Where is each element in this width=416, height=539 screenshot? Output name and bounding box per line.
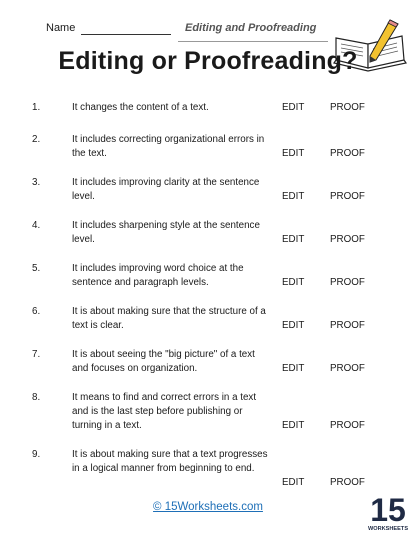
question-item bbox=[0, 448, 416, 494]
question-text: It is about making sure that the structure of a text is clear. bbox=[72, 306, 266, 331]
proof-option[interactable]: PROOF bbox=[330, 420, 365, 431]
question-text: It includes improving word choice at the sentence and paragraph levels. bbox=[72, 263, 244, 288]
question-number: 1. bbox=[32, 102, 41, 113]
proof-option[interactable]: PROOF bbox=[330, 277, 365, 288]
question-number: 6. bbox=[32, 306, 41, 317]
edit-option[interactable]: EDIT bbox=[282, 234, 305, 245]
proof-option[interactable]: PROOF bbox=[330, 363, 365, 374]
question-number: 5. bbox=[32, 263, 41, 274]
question-item bbox=[0, 219, 416, 251]
edit-option[interactable]: EDIT bbox=[282, 320, 305, 331]
proof-option[interactable]: PROOF bbox=[330, 191, 365, 202]
question-number: 4. bbox=[32, 220, 41, 231]
question-text: It includes improving clarity at the sentence level. bbox=[72, 177, 260, 202]
question-item bbox=[0, 348, 416, 380]
question-number: 3. bbox=[32, 177, 41, 188]
question-item bbox=[0, 391, 416, 437]
proof-option[interactable]: PROOF bbox=[330, 234, 365, 245]
worksheet-subject: Editing and Proofreading bbox=[185, 22, 317, 34]
logo-word: WORKSHEETS bbox=[367, 526, 409, 532]
question-item bbox=[0, 262, 416, 294]
15worksheets-logo bbox=[366, 491, 410, 533]
edit-option[interactable]: EDIT bbox=[282, 191, 305, 202]
proof-option[interactable]: PROOF bbox=[330, 102, 365, 113]
question-text: It is about making sure that a text progresses in a logical manner from beginning to end. bbox=[72, 449, 268, 474]
proof-option[interactable]: PROOF bbox=[330, 320, 365, 331]
question-number: 9. bbox=[32, 449, 41, 460]
name-label: Name bbox=[46, 22, 76, 34]
question-item bbox=[0, 133, 416, 165]
logo-number: 15 bbox=[370, 492, 406, 528]
question-number: 7. bbox=[32, 349, 41, 360]
edit-option[interactable]: EDIT bbox=[282, 148, 305, 159]
question-text: It includes correcting organizational errors in the text. bbox=[72, 134, 265, 159]
name-field[interactable] bbox=[81, 34, 171, 35]
proof-option[interactable]: PROOF bbox=[330, 477, 365, 488]
question-text: It is about seeing the "big picture" of a text and focuses on organization. bbox=[72, 349, 255, 374]
footer-copyright-link[interactable]: © 15Worksheets.com bbox=[153, 501, 263, 513]
question-number: 8. bbox=[32, 392, 41, 403]
edit-option[interactable]: EDIT bbox=[282, 477, 305, 488]
header-rule bbox=[178, 41, 328, 42]
edit-option[interactable]: EDIT bbox=[282, 102, 305, 113]
question-text: It means to find and correct errors in a text and is the last step before publishing or turning in a text. bbox=[72, 392, 257, 431]
question-item bbox=[0, 101, 416, 131]
question-text: It includes sharpening style at the sentence level. bbox=[72, 220, 260, 245]
edit-option[interactable]: EDIT bbox=[282, 420, 305, 431]
question-text: It changes the content of a text. bbox=[72, 102, 209, 113]
proof-option[interactable]: PROOF bbox=[330, 148, 365, 159]
edit-option[interactable]: EDIT bbox=[282, 363, 305, 374]
edit-option[interactable]: EDIT bbox=[282, 277, 305, 288]
question-item bbox=[0, 176, 416, 208]
question-item bbox=[0, 305, 416, 337]
page-title: Editing or Proofreading? bbox=[58, 47, 358, 75]
question-number: 2. bbox=[32, 134, 41, 145]
